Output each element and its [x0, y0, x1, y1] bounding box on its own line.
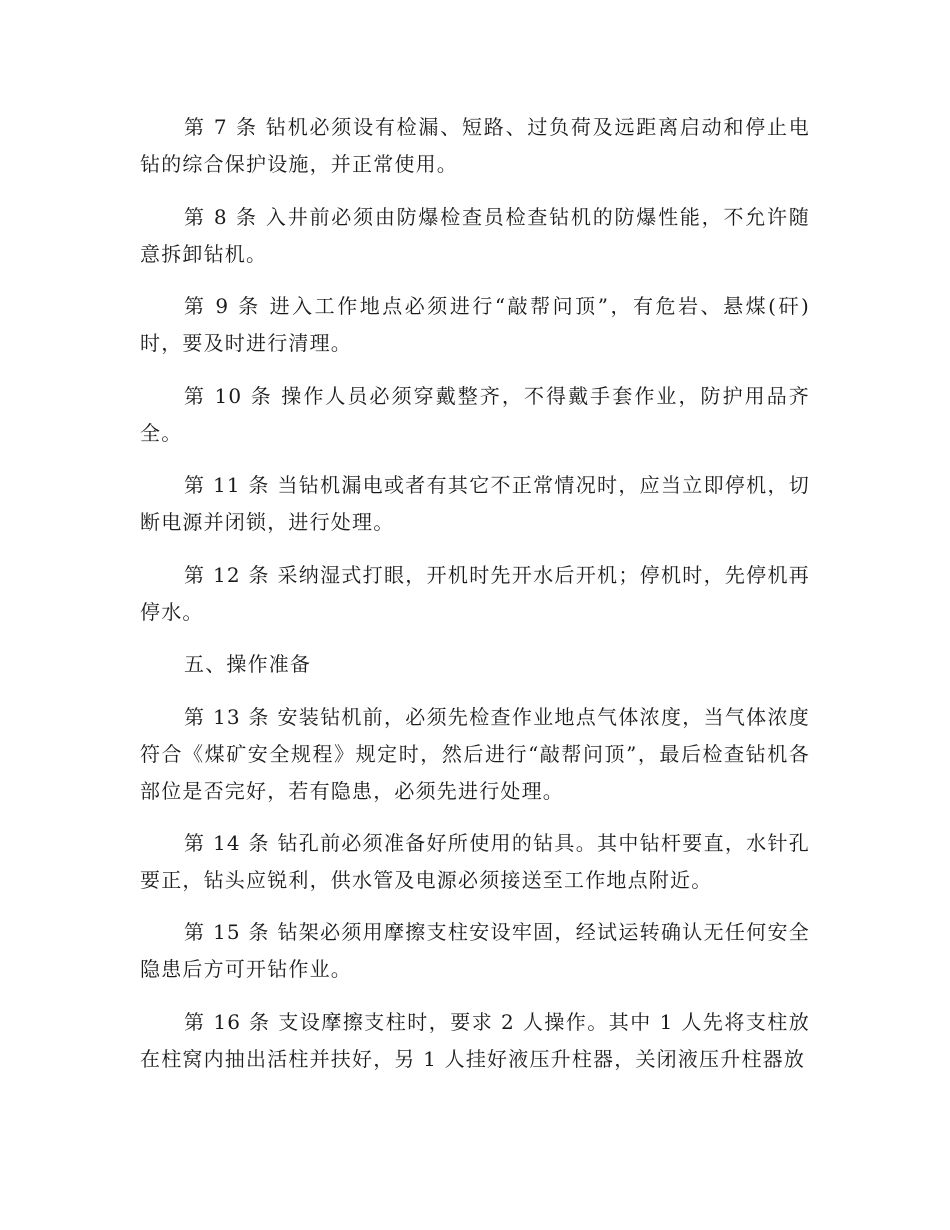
paragraph-article-10: 第 10 条 操作人员必须穿戴整齐，不得戴手套作业，防护用品齐全。 — [140, 384, 810, 445]
paragraph-article-12: 第 12 条 采纳湿式打眼，开机时先开水后开机；停机时，先停机再停水。 — [140, 563, 810, 624]
paragraph-article-9: 第 9 条 进入工作地点必须进行“敲帮问顶”，有危岩、悬煤(矸)时，要及时进行清理。 — [140, 294, 810, 355]
paragraph-article-13: 第 13 条 安装钻机前，必须先检查作业地点气体浓度，当气体浓度符合《煤矿安全规程》规定时，然后进行“敲帮问顶”，最后检查钻机各部位是否完好，若有隐患，必须先进行处理。 — [140, 705, 810, 803]
paragraph-article-15: 第 15 条 钻架必须用摩擦支柱安设牢固，经试运转确认无任何安全隐患后方可开钻作业。 — [140, 920, 810, 981]
paragraph-article-8: 第 8 条 入井前必须由防爆检查员检查钻机的防爆性能，不允许随意拆卸钻机。 — [140, 205, 810, 266]
paragraph-article-16: 第 16 条 支设摩擦支柱时，要求 2 人操作。其中 1 人先将支柱放在柱窝内抽出活柱并扶好，另 1 人挂好液压升柱器，关闭液压升柱器放 — [140, 1010, 810, 1071]
section-heading: 五、操作准备 — [184, 652, 312, 676]
paragraph-article-7: 第 7 条 钻机必须设有检漏、短路、过负荷及远距离启动和停止电钻的综合保护设施，并正常使用。 — [140, 115, 810, 176]
paragraph-article-11: 第 11 条 当钻机漏电或者有其它不正常情况时，应当立即停机，切断电源并闭锁，进行处理。 — [140, 473, 810, 534]
paragraph-article-14: 第 14 条 钻孔前必须准备好所使用的钻具。其中钻杆要直，水针孔要正，钻头应锐利，供水管及电源必须接送至工作地点附近。 — [140, 831, 810, 892]
